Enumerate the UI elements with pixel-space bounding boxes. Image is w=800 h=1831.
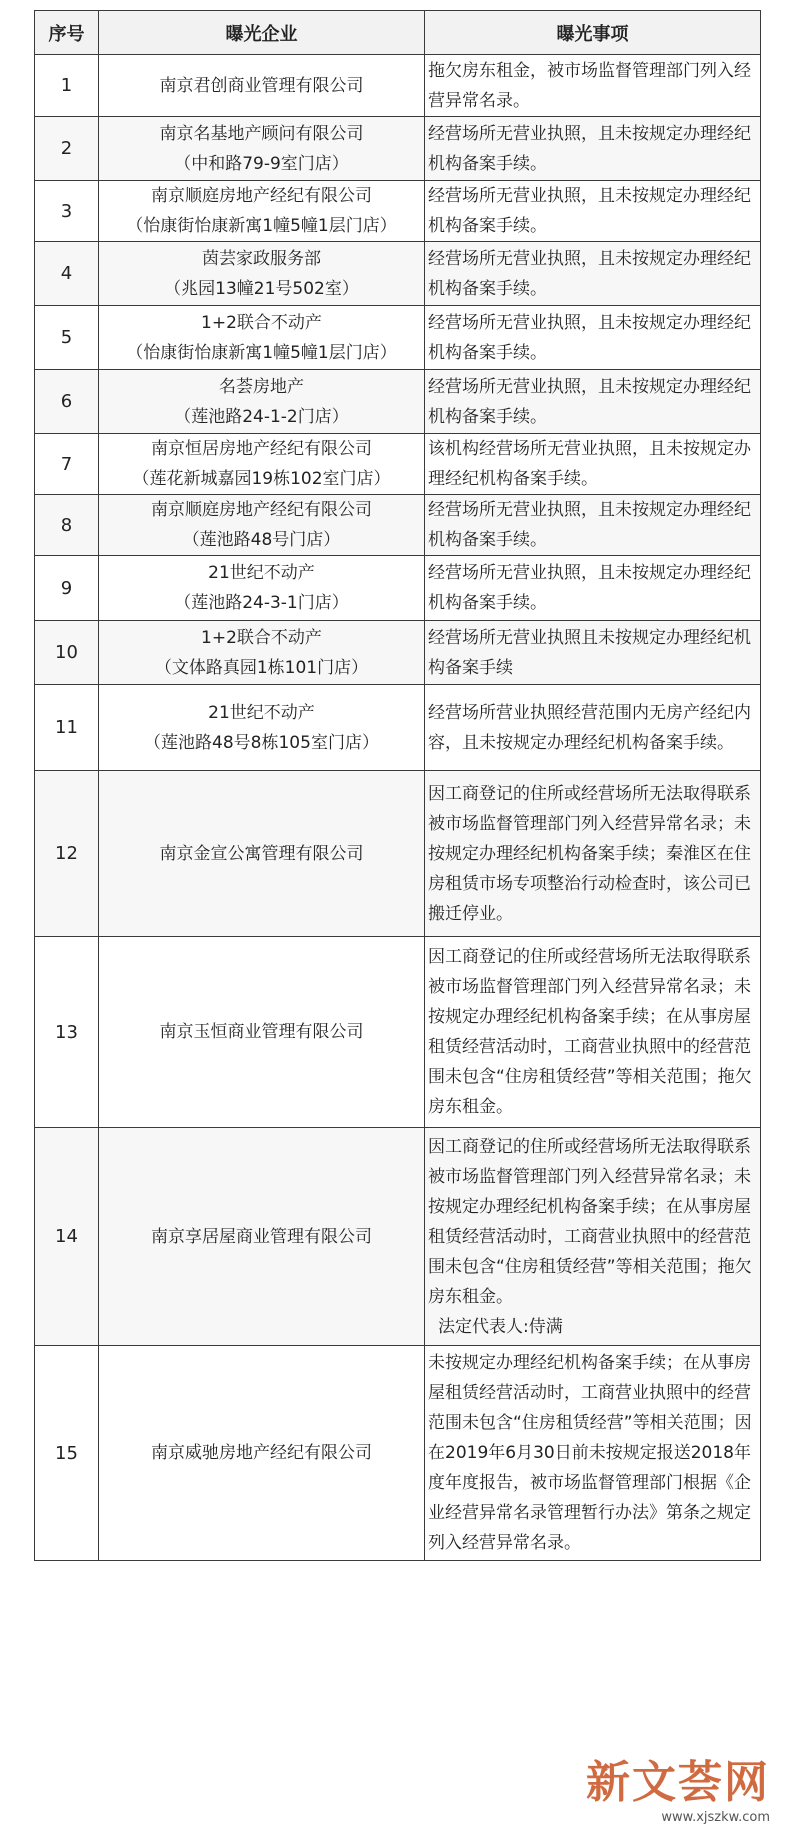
event-cell <box>425 937 761 1128</box>
company-name: 21世纪不动产 <box>208 702 315 723</box>
table-row <box>35 434 761 495</box>
table-row <box>35 242 761 306</box>
watermark-brand: 新文荟网 <box>586 1757 770 1808</box>
table-row <box>35 1346 761 1561</box>
company-cell <box>99 495 425 556</box>
company-name: 南京威驰房地产经纪有限公司 <box>151 1443 372 1463</box>
event-cell <box>425 306 761 370</box>
company-cell <box>99 370 425 434</box>
event-cell <box>425 370 761 434</box>
company-address: （莲花新城嘉园19栋102室门店） <box>132 469 391 489</box>
site-watermark <box>586 1746 770 1825</box>
event-cell <box>425 1346 761 1561</box>
company-address: （中和路79-9室门店） <box>174 153 349 174</box>
company-cell <box>99 685 425 771</box>
table-row <box>35 1128 761 1346</box>
company-name: 南京名基地产顾问有限公司 <box>159 123 364 144</box>
event-cell <box>425 117 761 181</box>
company-address: （文体路真园1栋101门店） <box>154 657 369 678</box>
company-name: 南京玉恒商业管理有限公司 <box>159 1022 364 1042</box>
row-index: 6 <box>35 370 99 434</box>
company-cell <box>99 117 425 181</box>
watermark-url: www.xjszkw.com <box>661 1810 770 1825</box>
company-name: 茵芸家政服务部 <box>202 248 321 269</box>
event-text: 经营场所无营业执照，且未按规定办理经纪机构备案手续。 <box>428 123 751 174</box>
company-name: 南京君创商业管理有限公司 <box>159 75 364 96</box>
company-cell <box>99 937 425 1128</box>
row-index: 7 <box>35 434 99 495</box>
legal-representative: 法定代表人:侍满 <box>438 1316 563 1337</box>
table-row <box>35 117 761 181</box>
event-text: 经营场所无营业执照，且未按规定办理经纪机构备案手续。 <box>428 500 751 550</box>
event-text: 经营场所无营业执照，且未按规定办理经纪机构备案手续。 <box>428 248 751 299</box>
event-text: 未按规定办理经纪机构备案手续；在从事房屋租赁经营活动时，工商营业执照中的经营范围未包含“住房租赁经营”等相关范围；因在2019年6月30日前未按规定报送2018年度年度报告，被市场监督管理部门根据《企业经营异常名录管理暂行办法》第条之规定列入经营异常名录。 <box>428 1353 752 1553</box>
row-index: 11 <box>35 685 99 771</box>
company-name: 南京金宣公寓管理有限公司 <box>159 843 364 864</box>
company-cell <box>99 306 425 370</box>
company-name: 南京恒居房地产经纪有限公司 <box>151 439 372 459</box>
company-name: 21世纪不动产 <box>208 563 315 583</box>
table-body <box>35 55 761 1561</box>
company-cell <box>99 621 425 685</box>
event-cell <box>425 242 761 306</box>
company-address: （莲池路48号8栋105室门店） <box>144 732 379 753</box>
event-text: 因工商登记的住所或经营场所无法取得联系被市场监督管理部门列入经营异常名录；未按规定办理经纪机构备案手续；在从事房屋租赁经营活动时，工商营业执照中的经营范围未包含“住房租赁经营”等相关范围；拖欠房东租金。 <box>428 947 752 1117</box>
row-index: 9 <box>35 556 99 621</box>
event-cell <box>425 495 761 556</box>
event-text: 经营场所无营业执照，且未按规定办理经纪机构备案手续。 <box>428 186 751 236</box>
event-cell <box>425 434 761 495</box>
table-row <box>35 685 761 771</box>
row-index: 3 <box>35 181 99 242</box>
event-text: 因工商登记的住所或经营场所无法取得联系被市场监督管理部门列入经营异常名录；未按规定办理经纪机构备案手续；秦淮区在住房租赁市场专项整治行动检查时，该公司已搬迁停业。 <box>428 783 751 924</box>
company-name: 南京享居屋商业管理有限公司 <box>151 1226 372 1247</box>
event-text: 经营场所无营业执照且未按规定办理经纪机构备案手续 <box>428 627 751 678</box>
table-row <box>35 55 761 117</box>
row-index: 5 <box>35 306 99 370</box>
header-index: 序号 <box>35 11 99 55</box>
row-index: 8 <box>35 495 99 556</box>
header-company: 曝光企业 <box>99 11 425 55</box>
company-address: （怡康街怡康新寓1幢5幢1层门店） <box>126 342 397 363</box>
table-row <box>35 370 761 434</box>
table-header-row <box>35 11 761 55</box>
row-index: 13 <box>35 937 99 1128</box>
company-cell <box>99 55 425 117</box>
row-index: 2 <box>35 117 99 181</box>
company-cell <box>99 242 425 306</box>
event-text: 经营场所无营业执照，且未按规定办理经纪机构备案手续。 <box>428 376 751 427</box>
event-text: 因工商登记的住所或经营场所无法取得联系被市场监督管理部门列入经营异常名录；未按规定办理经纪机构备案手续；在从事房屋租赁经营活动时，工商营业执照中的经营范围未包含“住房租赁经营”等相关范围；拖欠房东租金。 <box>428 1136 752 1307</box>
event-text: 拖欠房东租金，被市场监督管理部门列入经营异常名录。 <box>428 60 751 111</box>
company-cell <box>99 181 425 242</box>
table-row <box>35 937 761 1128</box>
company-cell <box>99 434 425 495</box>
event-cell <box>425 685 761 771</box>
event-cell <box>425 55 761 117</box>
header-event: 曝光事项 <box>425 11 761 55</box>
table-row <box>35 181 761 242</box>
event-cell <box>425 1128 761 1346</box>
company-cell <box>99 771 425 937</box>
row-index: 12 <box>35 771 99 937</box>
company-name: 南京顺庭房地产经纪有限公司 <box>151 186 372 206</box>
event-cell <box>425 771 761 937</box>
table-row <box>35 621 761 685</box>
company-address: （莲池路24-3-1门店） <box>174 593 349 613</box>
company-name: 1+2联合不动产 <box>201 627 322 648</box>
row-index: 4 <box>35 242 99 306</box>
company-cell <box>99 556 425 621</box>
company-address: （莲池路48号门店） <box>182 530 341 550</box>
event-text: 经营场所无营业执照，且未按规定办理经纪机构备案手续。 <box>428 312 751 363</box>
company-cell <box>99 1346 425 1561</box>
company-name: 1+2联合不动产 <box>201 312 322 333</box>
row-index: 14 <box>35 1128 99 1346</box>
exposure-table <box>34 10 761 1561</box>
event-text: 经营场所无营业执照，且未按规定办理经纪机构备案手续。 <box>428 563 751 613</box>
table-row <box>35 306 761 370</box>
row-index: 1 <box>35 55 99 117</box>
row-index: 15 <box>35 1346 99 1561</box>
table-row <box>35 556 761 621</box>
event-text: 经营场所营业执照经营范围内无房产经纪内容，且未按规定办理经纪机构备案手续。 <box>428 702 751 753</box>
company-cell <box>99 1128 425 1346</box>
row-index: 10 <box>35 621 99 685</box>
table-row <box>35 771 761 937</box>
company-name: 名荟房地产 <box>219 376 304 397</box>
event-cell <box>425 621 761 685</box>
company-address: （莲池路24-1-2门店） <box>174 406 349 427</box>
company-address: （怡康街怡康新寓1幢5幢1层门店） <box>126 216 397 236</box>
company-address: （兆园13幢21号502室） <box>164 278 359 299</box>
event-cell <box>425 181 761 242</box>
table-row <box>35 495 761 556</box>
event-cell <box>425 556 761 621</box>
event-text: 该机构经营场所无营业执照，且未按规定办理经纪机构备案手续。 <box>428 439 751 489</box>
company-name: 南京顺庭房地产经纪有限公司 <box>151 500 372 520</box>
